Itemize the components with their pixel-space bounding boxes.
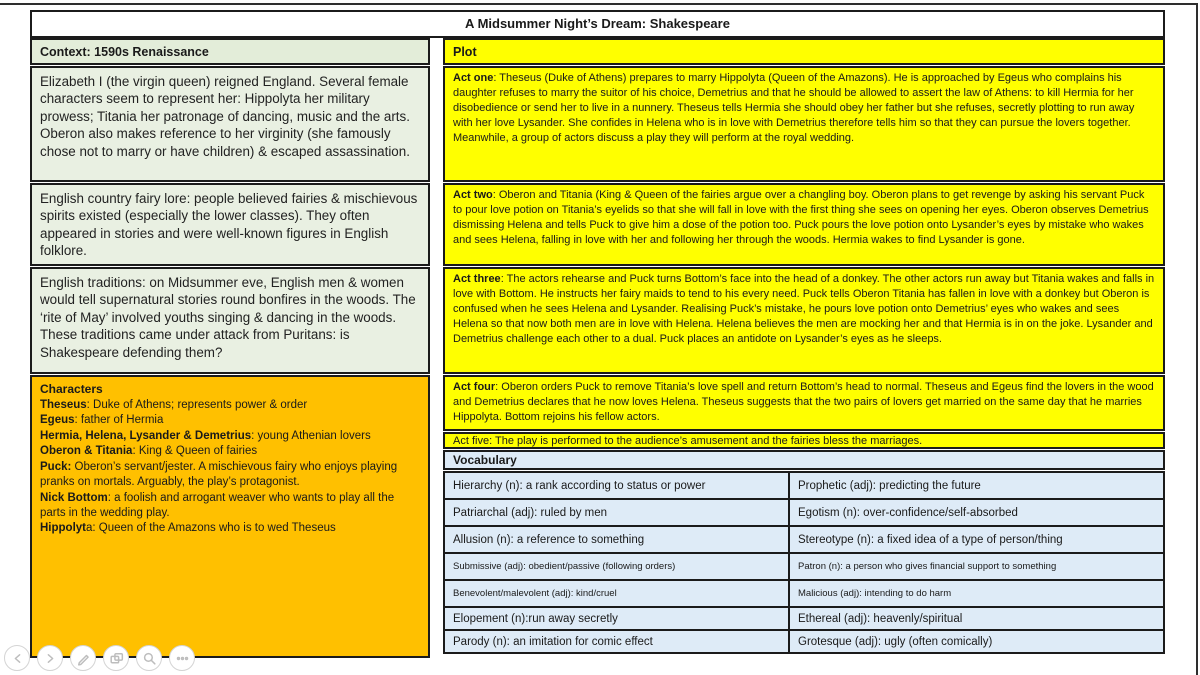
page-title: A Midsummer Night’s Dream: Shakespeare: [30, 10, 1165, 38]
characters-header: Characters: [40, 382, 103, 396]
vocabulary-table: [443, 471, 1165, 654]
vocabulary-row: [445, 473, 1163, 500]
vocabulary-term-left: Patriarchal (adj): ruled by men: [445, 500, 790, 525]
context-cell: English traditions: on Midsummer eve, English men & women would tell supernatural stories round bonfires in the woods. The ‘rite of May’ involved youths singing & dancing in the woods. These traditions came under attack from Puritans: is Shakespeare defending them?: [30, 267, 430, 374]
act-label: Act five: [453, 435, 490, 447]
plot-act-cell: Act three: The actors rehearse and Puck turns Bottom’s face into the head of a donkey. The other actors run away but Titania wakes and falls in love with Bottom. He instructs her fairy maids to tend to his every need. Puck tells Oberon Titania has fallen in love with a donkey but Oberon is confused when he sees Helena and Lysander. Realising Puck’s mistake, he pours love potion onto Demetrius’ eyes who wakes and sees Helena so that now both men are in love with Helena. Helena believes the men are mocking her and that Hermia is in on the joke. Lysander and Demetrius challenge each other to a dual. Puck places an antidote on Lysander’s eyes as he sleeps.: [443, 267, 1165, 374]
act-label: Act one: [453, 72, 494, 84]
pen-button[interactable]: [70, 645, 96, 671]
vocabulary-term-left: Submissive (adj): obedient/passive (following orders): [445, 554, 790, 579]
previous-slide-button[interactable]: [4, 645, 30, 671]
previous-slide-icon: [9, 650, 26, 667]
vocabulary-term-right: Malicious (adj): intending to do harm: [798, 588, 952, 599]
vocabulary-row: [445, 527, 1163, 554]
next-slide-button[interactable]: [37, 645, 63, 671]
vocabulary-row: [445, 581, 1163, 608]
knowledge-organizer: [30, 10, 1165, 659]
character-entry: Oberon & Titania: King & Queen of fairies: [40, 445, 258, 458]
character-entry: Puck: Oberon’s servant/jester. A mischievous fairy who enjoys playing pranks on mortals. Arguably, the play’s protagonist.: [40, 460, 398, 489]
context-column: [30, 38, 430, 659]
vocabulary-term-right: Ethereal (adj): heavenly/spiritual: [798, 612, 963, 625]
vocabulary-term-left: Elopement (n):run away secretly: [445, 608, 790, 629]
next-slide-icon: [42, 650, 59, 667]
pen-icon: [75, 650, 92, 667]
slide-right-edge: [1196, 3, 1198, 675]
vocabulary-row: [445, 608, 1163, 631]
vocabulary-term-right: Patron (n): a person who gives financial support to something: [798, 561, 1057, 572]
vocabulary-term-left: Allusion (n): a reference to something: [445, 527, 790, 552]
vocabulary-term-left: Parody (n): an imitation for comic effect: [445, 631, 790, 652]
vocabulary-row: [445, 554, 1163, 581]
characters-list: [40, 398, 420, 537]
slideshow-toolbar: [4, 645, 195, 671]
zoom-button[interactable]: [136, 645, 162, 671]
plot-header: Plot: [443, 38, 1165, 65]
plot-act-cell: Act two: Oberon and Titania (King & Queen of the fairies argue over a changling boy. Oberon plans to get revenge by asking his servant Puck to pour love potion on Titania’s eyelids so that she will fall in love with the first thing she sees on opening her eyes. Oberon observes Demetrius dismissing Helena and tells Puck to give him a dose of the potion too. Puck pours the love potion onto Lysander’s eyes by mistake who wakes and sees Helena, falling in love with her and following her through the woods. Hermia wakes to find Lysander is gone.: [443, 183, 1165, 266]
vocabulary-row: [445, 500, 1163, 527]
act-label: Act three: [453, 273, 501, 285]
plot-column: [443, 38, 1165, 659]
vocabulary-term-right: Grotesque (adj): ugly (often comically): [798, 635, 993, 648]
slide-overview-icon: [108, 650, 125, 667]
vocabulary-header: Vocabulary: [443, 450, 1165, 470]
context-header: Context: 1590s Renaissance: [30, 38, 430, 65]
character-entry: Theseus: Duke of Athens; represents power & order: [40, 399, 308, 412]
context-cells: [30, 66, 430, 374]
plot-act-cell: Act five: The play is performed to the audience’s amusement and the fairies bless the marriages.: [443, 432, 1165, 449]
vocabulary-term-right: Prophetic (adj): predicting the future: [798, 479, 981, 492]
plot-acts: [443, 66, 1165, 449]
character-entry: Egeus: father of Hermia: [40, 414, 164, 427]
more-options-button[interactable]: [169, 645, 195, 671]
slide-top-edge: [0, 3, 1198, 5]
two-column-layout: [30, 38, 1165, 659]
more-options-icon: [174, 650, 191, 667]
zoom-icon: [141, 650, 158, 667]
vocabulary-term-left: Benevolent/malevolent (adj): kind/cruel: [445, 581, 790, 606]
character-entry: Nick Bottom: a foolish and arrogant weaver who wants to play all the parts in the wedding play.: [40, 491, 395, 519]
vocabulary-term-right: Egotism (n): over-confidence/self-absorbed: [798, 506, 1018, 519]
plot-act-cell: Act four: Oberon orders Puck to remove Titania’s love spell and return Bottom’s head to normal. Theseus and Egeus find the lovers in the wood and Demetrius declares that he now loves Helena. Theseus suggests that the two pairs of lovers get married on the same day that he marries Hippolyta. Bottom rejoins his fellow actors.: [443, 375, 1165, 431]
vocabulary-row: [445, 631, 1163, 652]
character-entry: Hermia, Helena, Lysander & Demetrius: young Athenian lovers: [40, 429, 371, 442]
vocabulary-term-left: Hierarchy (n): a rank according to status or power: [445, 473, 790, 498]
act-label: Act two: [453, 189, 493, 201]
context-cell: English country fairy lore: people believed fairies & mischievous spirits existed (especially the lower classes). They often appeared in stories and were well-known figures in English folklore.: [30, 183, 430, 266]
character-entry: Hippolyta: Queen of the Amazons who is to wed Theseus: [40, 522, 336, 535]
act-label: Act four: [453, 381, 496, 393]
context-cell: Elizabeth I (the virgin queen) reigned England. Several female characters seem to represent her: Hippolyta her military prowess; Titania her patronage of dancing, music and the arts. Oberon also makes reference to her virginity (she famously chose not to marry or have children) & escaped assassination.: [30, 66, 430, 182]
slide-overview-button[interactable]: [103, 645, 129, 671]
characters-cell: [30, 375, 430, 658]
plot-act-cell: Act one: Theseus (Duke of Athens) prepares to marry Hippolyta (Queen of the Amazons). He is approached by Egeus who complains his daughter refuses to marry the suitor of his choice, Demetrius and that he should be allowed to assert the law of Athens: to kill Hermia for her disobedience or send her to live in a nunnery. Theseus tells Hermia she should obey her father but she refuses, secretly plotting to run away with her love Lysander. She confides in Helena who is in love with Demetrius therefore tells him so that they can pursue the lovers together. Meanwhile, a group of actors discuss a play they will perform at the royal wedding.: [443, 66, 1165, 182]
vocabulary-term-right: Stereotype (n): a fixed idea of a type of person/thing: [798, 533, 1063, 546]
